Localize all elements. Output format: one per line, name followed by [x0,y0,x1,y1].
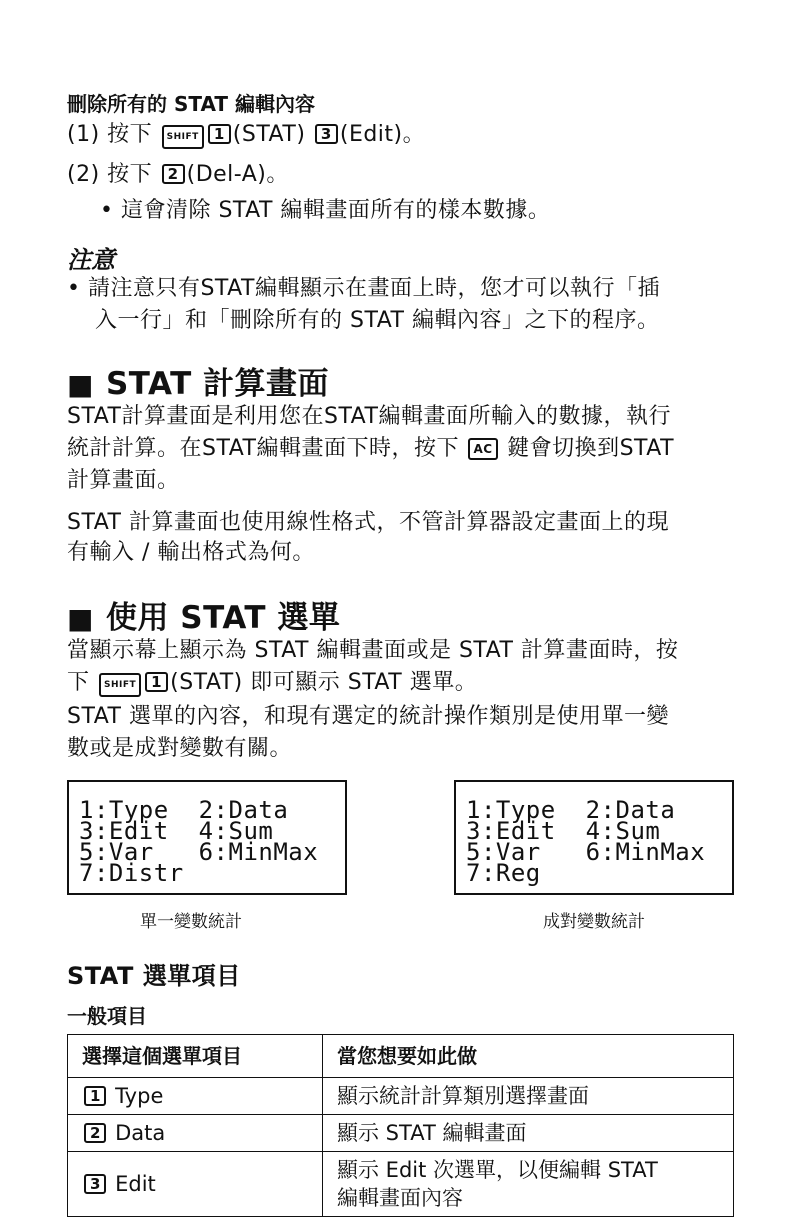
screen-row: 5:Var 6:MinMax [79,838,319,866]
ac-key: AC [468,438,497,460]
column-header: 當您想要如此做 [323,1035,734,1078]
menu-item-desc: 顯示統計計算類別選擇畫面 [323,1078,734,1115]
table-row [68,1078,734,1115]
menu-item-desc [323,1152,734,1217]
menu-p1-line-2-post: (STAT) 即可顯示 STAT 選單。 [170,670,478,695]
table-row [68,1115,734,1152]
single-variable-caption: 單一變數統計 [140,912,242,932]
stat-label: (STAT) [232,122,306,147]
screen-row: 5:Var 6:MinMax [466,838,706,866]
key-2: 2 [84,1123,106,1143]
use-menu-heading [67,592,340,637]
screen-row: 7:Distr [79,859,184,887]
calc-screen-title: STAT 計算畫面 [105,366,330,402]
shift-key: SHIFT [99,673,141,697]
general-items-subheading: 一般項目 [67,1004,147,1028]
calc-p1-line-2-pre: 統計計算。在STAT編輯畫面下時，按下 [67,436,459,461]
calc-p2-line-1: STAT 計算畫面也使用線性格式，不管計算器設定畫面上的現 [67,510,669,535]
desc-line: 顯示 Edit 次選單，以便編輯 STAT [337,1158,658,1182]
screen-row: 7:Reg [466,859,541,887]
calc-p1-line-1: STAT計算畫面是利用您在STAT編輯畫面所輸入的數據，執行 [67,404,671,429]
key-3: 3 [315,124,338,144]
menu-p1-line-2-pre: 下 [67,670,90,695]
menu-item-label: Edit [115,1172,156,1196]
key-1: 1 [145,672,168,692]
calc-p1-line-3: 計算畫面。 [67,468,180,493]
step-2 [67,160,289,190]
del-a-label: (Del-A)。 [186,162,289,187]
menu-p1-line-2 [67,668,477,698]
delete-all-bullet: • 這會清除 STAT 編輯畫面所有的樣本數據。 [100,198,551,223]
menu-p2-line-2: 數或是成對變數有關。 [67,736,293,761]
key-1: 1 [208,124,231,144]
paired-variable-screen [454,780,734,895]
step-1-text: (1) 按下 [67,122,153,147]
menu-item-label: Data [115,1121,166,1145]
menu-items-heading: STAT 選單項目 [67,962,241,990]
edit-label: (Edit)。 [339,122,426,147]
calc-p1-line-2-post: 鍵會切換到STAT [507,436,675,461]
table-header-row [68,1035,734,1078]
use-menu-title: 使用 STAT 選單 [105,600,341,636]
square-bullet-icon: ■ [67,602,94,635]
menu-item-cell [68,1152,323,1217]
menu-p2-line-1: STAT 選單的內容，和現有選定的統計操作類別是使用單一變 [67,704,669,729]
note-line-1: • 請注意只有STAT編輯顯示在畫面上時，您才可以執行「插 [67,276,660,301]
note-heading: 注意 [67,246,115,274]
menu-item-cell [68,1078,323,1115]
key-1: 1 [84,1086,106,1106]
square-bullet-icon: ■ [67,368,94,401]
step-1 [67,120,425,150]
note-line-2: 入一行」和「刪除所有的 STAT 編輯內容」之下的程序。 [95,308,660,333]
screen-row: 3:Edit 4:Sum [79,817,274,845]
menu-item-desc: 顯示 STAT 編輯畫面 [323,1115,734,1152]
menu-items-table [67,1034,734,1217]
shift-key: SHIFT [162,125,204,149]
key-3: 3 [84,1174,106,1194]
step-2-text: (2) 按下 [67,162,153,187]
single-variable-screen [67,780,347,895]
screen-row: 1:Type 2:Data [466,796,676,824]
table-row [68,1152,734,1217]
menu-p1-line-1: 當顯示幕上顯示為 STAT 編輯畫面或是 STAT 計算畫面時，按 [67,638,679,663]
key-2: 2 [162,164,185,184]
desc-line: 編輯畫面內容 [337,1186,463,1210]
calc-p2-line-2: 有輸入 / 輸出格式為何。 [67,540,315,565]
calc-p1-line-2 [67,434,674,464]
delete-all-heading: 刪除所有的 STAT 編輯內容 [67,92,315,116]
menu-item-cell [68,1115,323,1152]
menu-item-label: Type [115,1084,164,1108]
screen-row: 3:Edit 4:Sum [466,817,661,845]
paired-variable-caption: 成對變數統計 [543,912,645,932]
column-header: 選擇這個選單項目 [68,1035,323,1078]
screen-row: 1:Type 2:Data [79,796,289,824]
calc-screen-heading [67,358,329,403]
